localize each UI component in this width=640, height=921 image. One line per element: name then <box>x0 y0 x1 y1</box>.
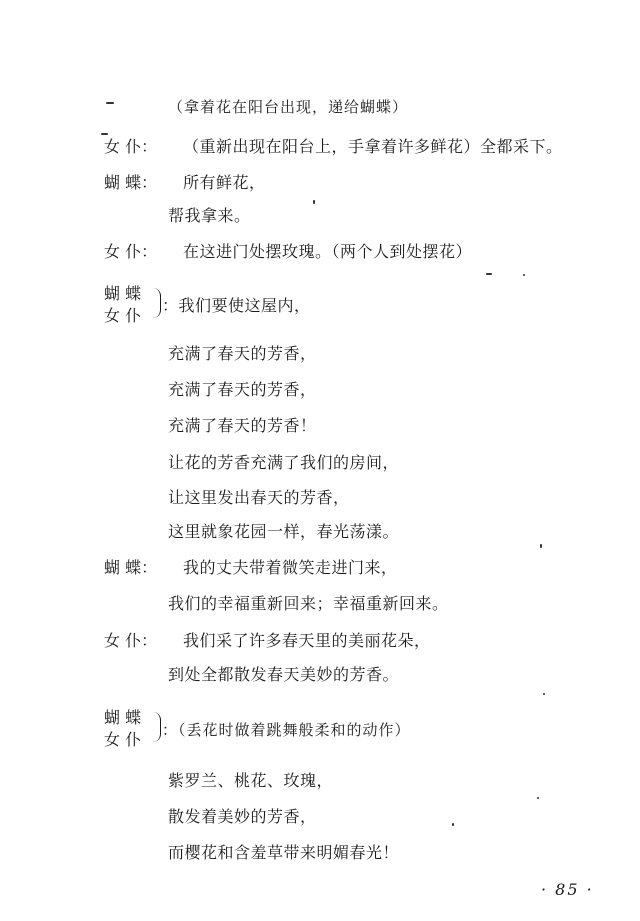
dialogue-line: 我们采了许多春天里的美丽花朵， <box>183 631 431 650</box>
scan-speck <box>452 823 454 826</box>
speaker-maid: 女 仆 <box>104 306 142 325</box>
verse-line: 让这里发出春天的芳香， <box>168 488 350 507</box>
page-number: · 85 · <box>541 880 594 899</box>
speaker-maid: 女 仆： <box>104 242 158 261</box>
dialogue-line: 所有鲜花， <box>183 173 266 192</box>
speaker-butterfly: 蝴 蝶 <box>104 708 142 727</box>
scan-speck <box>101 133 108 135</box>
verse-line: 充满了春天的芳香！ <box>168 416 317 435</box>
dialogue-line: 到处全都散发春天美妙的芳香。 <box>168 665 400 684</box>
scan-speck <box>543 693 545 695</box>
speaker-butterfly: 蝴 蝶： <box>104 558 158 577</box>
verse-line: 紫罗兰、桃花、玫瑰， <box>168 771 334 790</box>
verse-line: 散发着美妙的芳香， <box>168 807 317 826</box>
dialogue-line: 帮我拿来。 <box>168 206 251 225</box>
stage-direction: （拿着花在阳台出现，递给蝴蝶） <box>168 98 409 116</box>
dialogue-line: 我的丈夫带着微笑走进门来， <box>183 558 398 577</box>
speaker-maid: 女 仆： <box>104 137 158 156</box>
verse-line: 充满了春天的芳香， <box>168 380 317 399</box>
scan-speck <box>486 273 492 275</box>
scan-speck <box>540 544 542 548</box>
dialogue-line: ：我们要使这屋内， <box>162 296 311 315</box>
verse-line: 而樱花和含羞草带来明媚春光！ <box>168 843 400 862</box>
scan-speck <box>523 274 525 276</box>
dialogue-line: （重新出现在阳台上，手拿着许多鲜花）全都采下。 <box>183 137 563 156</box>
dialogue-line: 在这进门处摆玫瑰。（两个人到处摆花） <box>183 242 473 261</box>
speaker-maid: 女 仆： <box>104 631 158 650</box>
scan-speck <box>106 102 114 104</box>
speaker-brace <box>153 288 161 318</box>
verse-line: 充满了春天的芳香， <box>168 344 317 363</box>
speaker-butterfly: 蝴 蝶： <box>104 173 158 192</box>
stage-direction: ：（丢花时做着跳舞般柔和的动作） <box>162 721 411 739</box>
speaker-butterfly: 蝴 蝶 <box>104 284 142 303</box>
dialogue-line: 我们的幸福重新回来；幸福重新回来。 <box>168 594 449 613</box>
verse-line: 这里就象花园一样，春光荡漾。 <box>168 522 400 541</box>
verse-line: 让花的芳香充满了我们的房间， <box>168 453 400 472</box>
speaker-maid: 女 仆 <box>104 730 142 749</box>
scan-speck <box>537 797 539 799</box>
scan-speck <box>313 200 315 204</box>
speaker-brace <box>153 712 161 742</box>
